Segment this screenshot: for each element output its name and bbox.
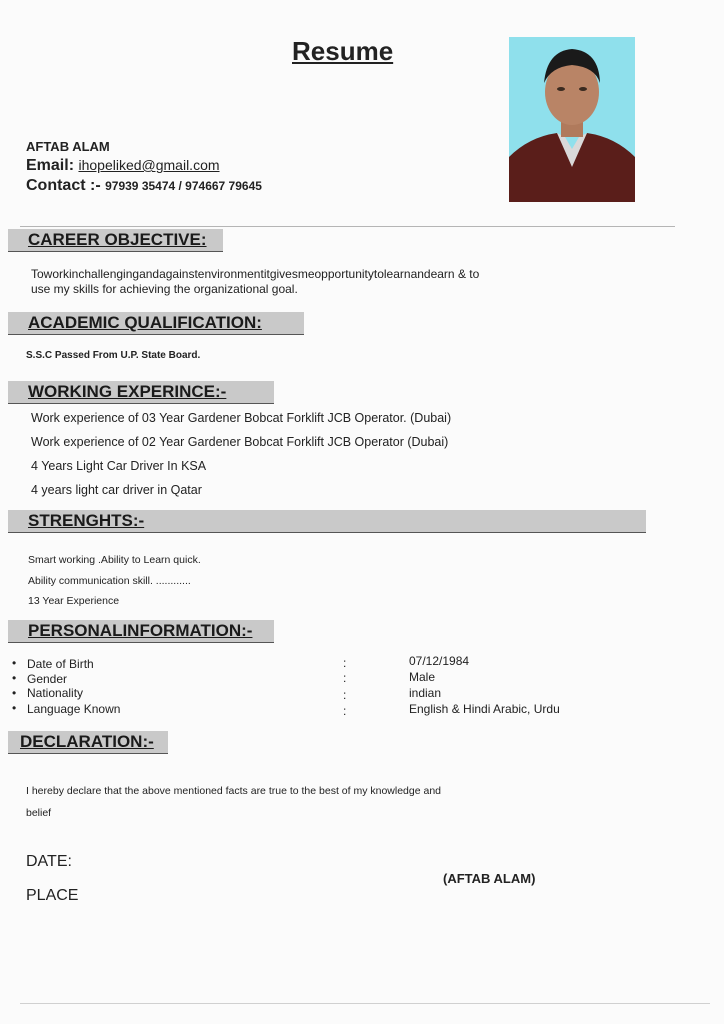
section-title: DECLARATION:- [20, 732, 154, 751]
section-title: STRENGHTS:- [28, 511, 145, 530]
strength-item: Smart working .Ability to Learn quick. [28, 554, 201, 566]
section-strengths [8, 510, 646, 533]
academic-text: S.S.C Passed From U.P. State Board. [26, 350, 201, 361]
pi-colon: : [343, 671, 347, 685]
profile-photo [509, 37, 635, 202]
pi-label: Gender [27, 672, 68, 686]
signature-name: (AFTAB ALAM) [443, 871, 536, 886]
strength-item: Ability communication skill. ............ [28, 575, 191, 587]
pi-value: Male [409, 670, 436, 684]
header-divider [20, 226, 675, 227]
email-link[interactable]: ihopeliked@gmail.com [78, 157, 220, 173]
contact-label: Contact :- [26, 177, 101, 194]
career-line-1: Toworkinchallengingandagainstenvironmentitgivesmeopportunitytolearnandearn & to [31, 267, 480, 281]
section-declaration [8, 731, 168, 754]
work-item: Work experience of 03 Year Gardener Bobcat Forklift JCB Operator. (Dubai) [31, 411, 452, 425]
place-label: PLACE [26, 887, 79, 904]
pi-label: Date of Birth [27, 657, 94, 671]
pi-value: 07/12/1984 [409, 654, 470, 668]
pi-value: English & Hindi Arabic, Urdu [409, 702, 560, 716]
career-line-2: use my skills for achieving the organizational goal. [31, 282, 298, 296]
pi-label: Language Known [27, 702, 121, 716]
section-title: WORKING EXPERINCE:- [28, 382, 227, 401]
declaration-line-1: I hereby declare that the above mentioned facts are true to the best of my knowledge and [26, 785, 442, 797]
email-label: Email: [26, 157, 75, 174]
work-item: 4 Years Light Car Driver In KSA [31, 459, 207, 473]
pi-label: Nationality [27, 686, 84, 700]
strength-item: 13 Year Experience [28, 595, 120, 607]
candidate-name: AFTAB ALAM [26, 139, 110, 154]
contact-row [26, 177, 262, 195]
bullet-icon: • [12, 671, 17, 685]
pi-colon: : [343, 656, 347, 670]
section-career-objective [8, 229, 223, 252]
resume-title: Resume [292, 36, 394, 66]
bullet-icon: • [12, 686, 17, 700]
contact-numbers: 97939 35474 / 974667 79645 [105, 179, 262, 193]
section-academic [8, 312, 304, 335]
bullet-icon: • [12, 656, 17, 670]
portrait-image [509, 37, 635, 202]
section-title: CAREER OBJECTIVE: [28, 230, 207, 249]
work-item: Work experience of 02 Year Gardener Bobcat Forklift JCB Operator (Dubai) [31, 435, 449, 449]
section-title: PERSONALINFORMATION:- [28, 621, 253, 640]
section-personal-information [8, 620, 274, 643]
pi-colon: : [343, 704, 347, 718]
declaration-line-2: belief [26, 807, 52, 819]
date-label: DATE: [26, 853, 72, 870]
email-row [26, 157, 220, 175]
section-working-experience [8, 381, 274, 404]
section-title: ACADEMIC QUALIFICATION: [28, 313, 262, 332]
work-item: 4 years light car driver in Qatar [31, 483, 202, 497]
bullet-icon: • [12, 701, 17, 715]
pi-colon: : [343, 688, 347, 702]
pi-value: indian [409, 686, 442, 700]
bottom-divider [20, 1003, 710, 1004]
